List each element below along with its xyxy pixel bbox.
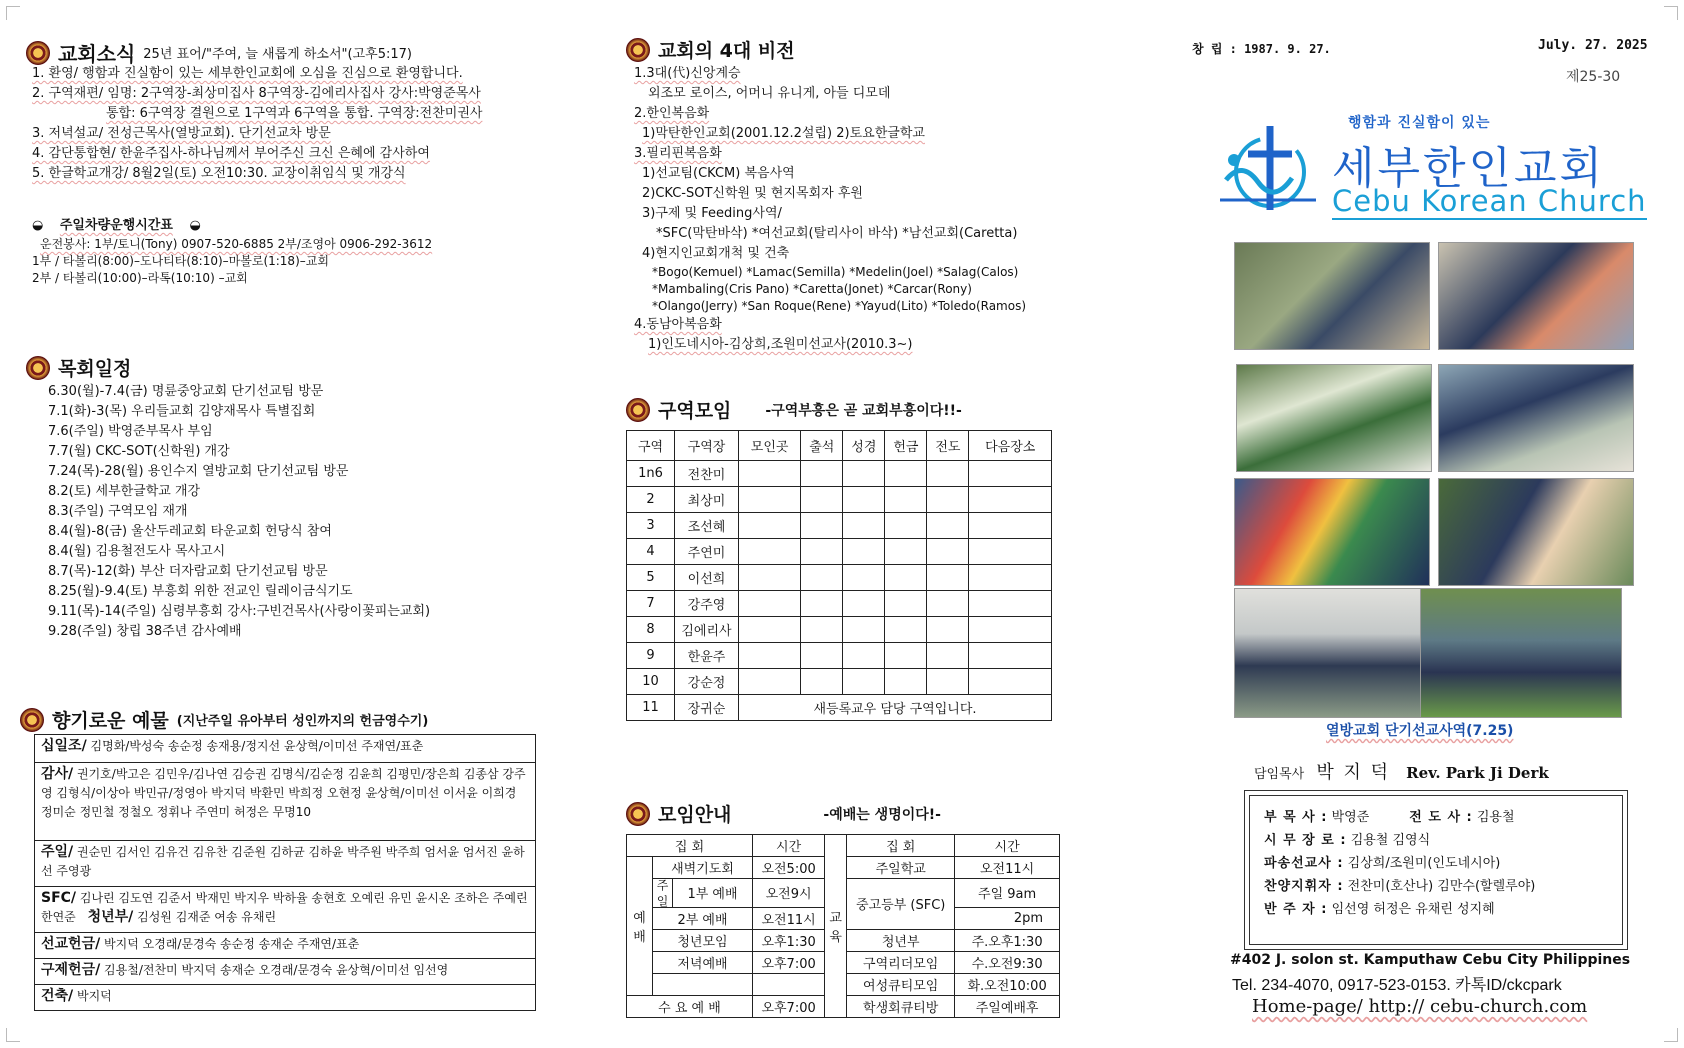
vision-line: 2.한인복음화	[634, 106, 710, 121]
news-heading	[26, 38, 412, 67]
mission-photo	[1438, 364, 1634, 472]
district-header-cell: 다음장소	[969, 431, 1052, 461]
schedule-list	[48, 382, 430, 642]
mission-photo	[1234, 478, 1430, 586]
district-header-row	[627, 431, 1052, 461]
crop-mark	[1664, 6, 1678, 20]
meeting-heading	[626, 800, 941, 827]
district-row: 11 장귀순 새등록교우 담당 구역입니다.	[627, 695, 1052, 721]
vision-heading	[626, 36, 795, 63]
staff-row: 파송선교사 : 김상희/조원미(인도네시아)	[1264, 856, 1501, 871]
offering-row: 주일/ 권순민 김서인 김유건 김유찬 김준원 김하균 김하윤 박주원 박주희 엄서윤 엄서진 윤하선 주영광	[35, 841, 536, 887]
meeting-table	[626, 834, 1060, 1018]
pastor-line: 담임목사 박 지 덕 Rev. Park Ji Derk	[1254, 762, 1549, 783]
offering-title: 향기로운 예물	[52, 710, 169, 732]
offering-row: 구제헌금/ 김용철/전찬미 박지덕 송재순 오경래/문경숙 윤상혁/이미선 임선영	[35, 959, 536, 985]
mission-photo	[1234, 588, 1428, 718]
issue-number: 제25-30	[1566, 69, 1621, 85]
news-subtitle: 25년 표어/"주여, 늘 새롭게 하소서"(고후5:17)	[143, 47, 412, 62]
vision-line: *Bogo(Kemuel) *Lamac(Semilla) *Medelin(Joel) *Salag(Calos)	[652, 265, 1019, 279]
shuttle-line: 2부 / 타볼리(10:00)–라톡(10:10) –교회	[32, 271, 248, 285]
schedule-item: 7.6(주일) 박영준부목사 부임	[48, 424, 213, 439]
emblem-icon	[626, 398, 650, 422]
vision-line: 4)현지인교회개척 및 건축	[642, 246, 790, 261]
schedule-item: 8.25(월)-9.4(토) 부흥회 위한 전교인 릴레이금식기도	[48, 584, 353, 599]
news-item: 5. 한글학교개강/ 8월2일(토) 오전10:30. 교장이취임식 및 개강식	[32, 166, 406, 181]
district-row: 5 이선희	[627, 565, 1052, 591]
shuttle-line: 1부 / 타볼리(8:00)–도나티타(8:10)–마볼로(1:18)–교회	[32, 254, 329, 268]
offering-table	[34, 734, 536, 1011]
schedule-item: 9.11(목)-14(주일) 심령부흥회 강사:구빈건목사(사랑이꽃피는교회)	[48, 604, 431, 619]
news-item: 1. 환영/ 행함과 진실함이 있는 세부한인교회에 오심을 진심으로 환영합니다.	[32, 66, 463, 81]
crop-mark	[1664, 1028, 1678, 1042]
emblem-icon	[626, 38, 650, 62]
vision-line: *Olango(Jerry) *San Roque(Rene) *Yayud(Lito) *Toledo(Ramos)	[652, 299, 1027, 313]
vision-line: *SFC(막탄바삭) *여선교회(탈리사이 바삭) *남선교회(Caretta)	[656, 226, 1018, 241]
staff-box	[1244, 790, 1628, 950]
emblem-icon	[20, 708, 44, 732]
vision-line: *Mambaling(Cris Pano) *Caretta(Jonet) *Carcar(Rony)	[652, 282, 972, 296]
crop-mark	[6, 6, 20, 20]
district-row: 10 강순정	[627, 669, 1052, 695]
schedule-item: 7.24(목)-28(월) 용인수지 열방교회 단기선교팀 방문	[48, 464, 349, 479]
mission-photo	[1438, 242, 1634, 350]
vision-line: 2)CKC-SOT신학원 및 현지목회자 후원	[642, 186, 863, 201]
cross-logo-icon	[1212, 120, 1322, 220]
district-header-cell: 성경	[843, 431, 885, 461]
schedule-item: 7.7(월) CKC-SOT(신학원) 개강	[48, 444, 230, 459]
meeting-row: 청년모임 오후1:30 청년부 주.오후1:30	[627, 929, 1060, 951]
staff-row: 시 무 장 로 : 김용철 김영식	[1264, 833, 1431, 848]
vision-line: 1)선교팀(CKCM) 복음사역	[642, 166, 795, 181]
vision-line: 4.동남아복음화	[634, 317, 722, 332]
emblem-icon	[626, 802, 650, 826]
mission-photo	[1234, 242, 1430, 350]
district-header-cell: 구역	[627, 431, 675, 461]
district-note: 새등록교우 담당 구역입니다.	[739, 695, 1052, 721]
district-row: 4 주연미	[627, 539, 1052, 565]
emblem-icon	[26, 356, 50, 380]
shuttle-list	[32, 236, 432, 287]
meeting-row: 여성큐티모임 화.오전10:00	[627, 973, 1060, 995]
homepage-link[interactable]: Home-page/ http:// cebu-church.com	[1252, 996, 1588, 1017]
offering-heading	[20, 706, 428, 733]
vision-line: 3.필리핀복음화	[634, 146, 722, 161]
vision-line: 1)막탄한인교회(2001.12.2설립) 2)토요한글학교	[642, 126, 925, 141]
district-header-cell: 출석	[801, 431, 843, 461]
news-item: 통합: 6구역장 결원으로 1구역과 6구역을 통합. 구역장:전찬미권사	[106, 106, 483, 121]
district-header-cell: 헌금	[885, 431, 927, 461]
news-list	[32, 64, 482, 184]
staff-row: 부 목 사 : 박영준 전 도 사 : 김용철	[1264, 810, 1515, 825]
vision-line: 1.3대(代)신앙계승	[634, 66, 741, 81]
news-item: 2. 구역재편/ 임명: 2구역장-최상미집사 8구역장-김에리사집사 강사:박영준목사	[32, 86, 481, 101]
meeting-row: 예 배 새벽기도회 오전5:00 주일학교 오전11시	[627, 857, 1060, 879]
district-row: 3 조선혜	[627, 513, 1052, 539]
meeting-row: 2부 예배 오전11시 2pm	[627, 907, 1060, 929]
staff-row: 찬양지휘자 : 전찬미(호산나) 김만수(할렐루야)	[1264, 879, 1536, 894]
staff-list	[1249, 795, 1623, 945]
church-name-korean: 세부한인교회	[1332, 143, 1606, 194]
meeting-title: 모임안내	[658, 804, 732, 826]
mission-photo	[1420, 588, 1622, 718]
meeting-row: 수 요 예 배 오후7:00 학생회큐티방 주일예배후	[627, 995, 1060, 1017]
church-name-english: Cebu Korean Church	[1332, 184, 1647, 218]
district-heading	[626, 396, 962, 423]
schedule-item: 8.7(목)-12(화) 부산 더자람교회 단기선교팀 방문	[48, 564, 328, 579]
crop-mark	[6, 1028, 20, 1042]
vision-line: 외조모 로이스, 어머니 유니게, 아들 디모데	[648, 86, 891, 101]
district-row: 1n6 전찬미	[627, 461, 1052, 487]
offering-row: 선교헌금/ 박지덕 오경래/문경숙 송순정 송재순 주재연/표춘	[35, 933, 536, 959]
district-table	[626, 430, 1052, 721]
district-row: 7 강주영	[627, 591, 1052, 617]
schedule-item: 8.4(월)-8(금) 울산두레교회 타운교회 헌당식 참여	[48, 524, 332, 539]
offering-row: 감사/ 권기호/박고은 김민우/김나연 김승권 김명식/김순정 김윤희 김평민/장은희 김종삼 강주영 김형식/이상아 박민규/정영아 박지덕 박환민 박희정 오현정 윤상혁/이미선 이서윤 이희경 정미순 정민철 정철오 정휘나 주연미 허정은 무명10	[35, 763, 536, 841]
vision-line: 1)인도네시아-김상희,조원미선교사(2010.3~)	[648, 337, 913, 352]
schedule-item: 7.1(화)-3(목) 우리들교회 김양재목사 특별집회	[48, 404, 316, 419]
meeting-row: 저녁예배 오후7:00 구역리더모임 수.오전9:30	[627, 951, 1060, 973]
district-header-cell: 모인곳	[739, 431, 801, 461]
issue-date: July. 27. 2025	[1538, 38, 1648, 53]
schedule-item: 6.30(월)-7.4(금) 명륜중앙교회 단기선교팀 방문	[48, 384, 324, 399]
offering-row: 건축/ 박지덕	[35, 985, 536, 1011]
staff-row: 반 주 자 : 임선영 허정은 유채린 성지혜	[1264, 902, 1495, 917]
schedule-title: 목회일정	[58, 358, 132, 380]
mission-photo	[1438, 478, 1634, 586]
mission-photo	[1236, 364, 1432, 472]
district-row: 9 한윤주	[627, 643, 1052, 669]
shuttle-line: 운전봉사: 1부/토니(Tony) 0907-520-6885 2부/조영아 0906-292-3612	[40, 237, 433, 251]
founded-date: 창 립 : 1987. 9. 27.	[1192, 42, 1331, 56]
telephone: Tel. 234-4070, 0917-523-0153. 카톡ID/ckcpark	[1232, 977, 1562, 994]
shuttle-icon: ◒	[189, 218, 201, 233]
vision-line: 3)구제 및 Feeding사역/	[642, 206, 782, 221]
schedule-item: 8.4(월) 김용철전도사 목사고시	[48, 544, 226, 559]
offering-row: SFC/ 김나린 김도연 김준서 박재민 박지우 박하율 송현호 오예린 유민 윤시온 조하은 주예린 한연준 청년부/ 김성원 김재준 여송 유채린	[35, 887, 536, 933]
vision-list	[634, 64, 1026, 355]
district-row: 8 김에리사	[627, 617, 1052, 643]
schedule-heading	[26, 354, 131, 381]
schedule-item: 8.2(토) 세부한글학교 개강	[48, 484, 201, 499]
news-item: 4. 감단통합현/ 한윤주집사-하나님께서 부어주신 크신 은혜에 감사하여	[32, 146, 430, 161]
slogan: 행함과 진실함이 있는	[1348, 115, 1491, 131]
meeting-row: 주 일 1부 예배 오전9시 중고등부 (SFC) 주일 9am	[627, 879, 1060, 908]
district-title: 구역모임	[658, 400, 732, 422]
church-logo	[1212, 112, 1652, 224]
emblem-icon	[26, 41, 50, 65]
meeting-header-row: 집 회 시간 교 육 집 회 시간	[627, 835, 1060, 857]
district-header-cell: 구역장	[675, 431, 739, 461]
district-header-cell: 전도	[927, 431, 969, 461]
photo-caption: 열방교회 단기선교사역(7.25)	[1326, 723, 1514, 739]
vision-title: 교회의 4대 비전	[658, 40, 795, 62]
offering-row: 십일조/ 김명화/박성숙 송순정 송재용/정지선 윤상혁/이미선 주재연/표춘	[35, 735, 536, 763]
offering-subtitle: (지난주일 유아부터 성인까지의 헌금영수기)	[176, 714, 429, 729]
news-title: 교회소식	[58, 42, 136, 66]
shuttle-icon: ◒	[32, 218, 44, 233]
district-subtitle: -구역부흥은 곧 교회부흥이다!!-	[765, 402, 962, 419]
schedule-item: 9.28(주일) 창립 38주년 감사예배	[48, 624, 242, 639]
news-item: 3. 저녁설교/ 전성근목사(열방교회). 단기선교차 방문	[32, 126, 331, 141]
address: #402 J. solon st. Kamputhaw Cebu City Philippines	[1230, 952, 1631, 968]
district-row: 2 최상미	[627, 487, 1052, 513]
schedule-item: 8.3(주일) 구역모임 재개	[48, 504, 188, 519]
meeting-subtitle: -예배는 생명이다!-	[823, 806, 941, 823]
shuttle-title: ◒ 주일차량운행시간표 ◒	[32, 218, 201, 233]
